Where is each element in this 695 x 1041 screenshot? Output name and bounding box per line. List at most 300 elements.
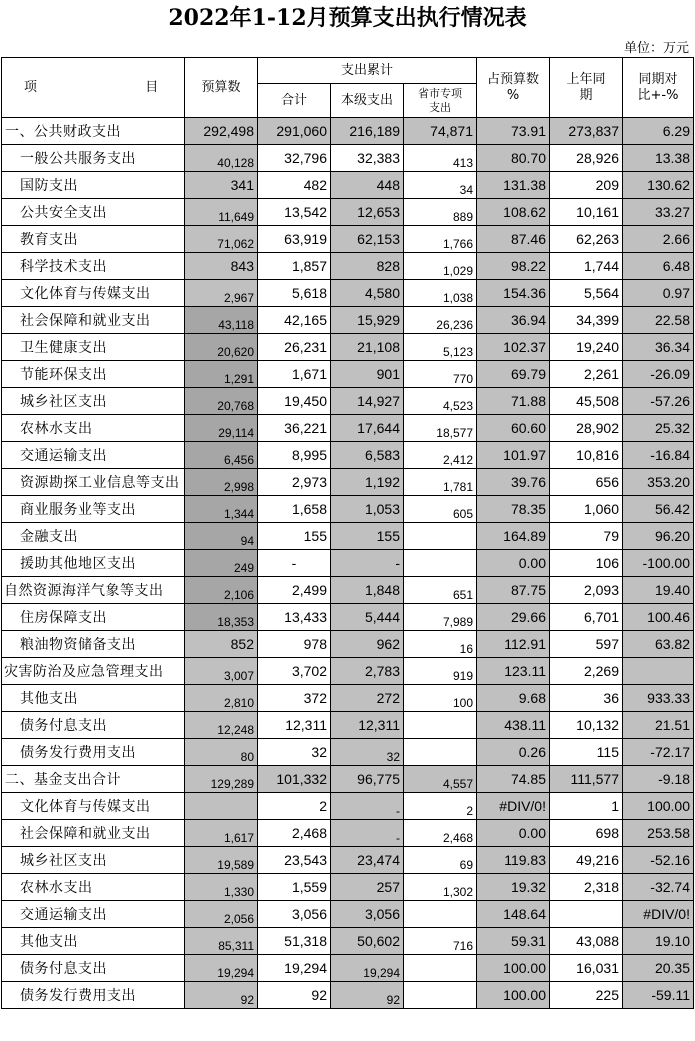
cell-prev: 34,399 [550, 307, 623, 334]
row-label: 科学技术支出 [2, 253, 185, 280]
cell-yoy: 19.10 [623, 928, 694, 955]
cell-local: - [331, 793, 404, 820]
cell-total: 32 [258, 739, 331, 766]
cell-budget: 2,967 [185, 280, 258, 307]
table-row [2, 280, 694, 307]
cell-total: 13,433 [258, 604, 331, 631]
cell-yoy: 100.46 [623, 604, 694, 631]
table-row [2, 550, 694, 577]
cell-pct: 87.75 [477, 577, 550, 604]
header-prev-a: 上年同 [566, 71, 606, 87]
cell-local: 92 [331, 982, 404, 1009]
row-label: 其他支出 [2, 685, 185, 712]
cell-yoy: 56.42 [623, 496, 694, 523]
cell-yoy: 20.35 [623, 955, 694, 982]
table-row [2, 172, 694, 199]
cell-local: 50,602 [331, 928, 404, 955]
cell-pct: 78.35 [477, 496, 550, 523]
cell-budget: 852 [185, 631, 258, 658]
table-row [2, 820, 694, 847]
cell-prev: 19,240 [550, 334, 623, 361]
table-row [2, 496, 694, 523]
row-label: 债务付息支出 [2, 955, 185, 982]
row-label: 教育支出 [2, 226, 185, 253]
cell-prev: 1,060 [550, 496, 623, 523]
table-row [2, 631, 694, 658]
cell-total: 372 [258, 685, 331, 712]
cell-local: 1,053 [331, 496, 404, 523]
cell-local: 23,474 [331, 847, 404, 874]
header-yoy [623, 58, 694, 118]
cell-budget: 1,344 [185, 496, 258, 523]
cell-local: 2,783 [331, 658, 404, 685]
cell-yoy: 19.40 [623, 577, 694, 604]
row-label: 资源勘探工业信息等支出 [2, 469, 185, 496]
cell-special: 5,123 [404, 334, 477, 361]
header-item-b: 目 [145, 79, 159, 95]
cell-budget: 1,291 [185, 361, 258, 388]
cell-pct: 19.32 [477, 874, 550, 901]
cell-yoy: 21.51 [623, 712, 694, 739]
cell-budget: 249 [185, 550, 258, 577]
cell-budget: 18,353 [185, 604, 258, 631]
cell-total: 92 [258, 982, 331, 1009]
cell-pct: 154.36 [477, 280, 550, 307]
cell-prev: 5,564 [550, 280, 623, 307]
cell-budget: 843 [185, 253, 258, 280]
cell-budget: 19,294 [185, 955, 258, 982]
cell-special: 7,989 [404, 604, 477, 631]
row-label: 农林水支出 [2, 874, 185, 901]
cell-pct: 73.91 [477, 118, 550, 145]
cell-special: 74,871 [404, 118, 477, 145]
cell-budget: 43,118 [185, 307, 258, 334]
cell-prev: 597 [550, 631, 623, 658]
cell-pct: 71.88 [477, 388, 550, 415]
header-cumulative: 支出累计 [258, 58, 477, 84]
row-label: 金融支出 [2, 523, 185, 550]
cell-yoy: -16.84 [623, 442, 694, 469]
header-special [404, 84, 477, 118]
cell-yoy: 253.58 [623, 820, 694, 847]
cell-pct: 9.68 [477, 685, 550, 712]
page-title: 2022年1-12月预算支出执行情况表 [168, 5, 527, 31]
cell-special [404, 712, 477, 739]
cell-budget: 3,007 [185, 658, 258, 685]
cell-budget: 2,810 [185, 685, 258, 712]
table-row [2, 415, 694, 442]
table-row [2, 955, 694, 982]
cell-yoy [623, 658, 694, 685]
table-row [2, 739, 694, 766]
cell-yoy: -26.09 [623, 361, 694, 388]
cell-pct: 74.85 [477, 766, 550, 793]
table-row [2, 874, 694, 901]
cell-budget [185, 793, 258, 820]
cell-total: 19,450 [258, 388, 331, 415]
cell-budget: 292,498 [185, 118, 258, 145]
cell-local: - [331, 820, 404, 847]
cell-total: 63,919 [258, 226, 331, 253]
cell-total: 3,056 [258, 901, 331, 928]
cell-total: 19,294 [258, 955, 331, 982]
row-label: 城乡社区支出 [2, 847, 185, 874]
cell-budget: 20,768 [185, 388, 258, 415]
table-row [2, 685, 694, 712]
cell-pct: 80.70 [477, 145, 550, 172]
cell-special: 69 [404, 847, 477, 874]
cell-pct: 148.64 [477, 901, 550, 928]
cell-pct: 0.00 [477, 550, 550, 577]
cell-prev: 16,031 [550, 955, 623, 982]
cell-prev: 2,318 [550, 874, 623, 901]
row-label: 债务发行费用支出 [2, 739, 185, 766]
cell-local: 5,444 [331, 604, 404, 631]
cell-local: 17,644 [331, 415, 404, 442]
cell-local: 216,189 [331, 118, 404, 145]
cell-yoy: 2.66 [623, 226, 694, 253]
cell-local: 21,108 [331, 334, 404, 361]
row-label: 粮油物资储备支出 [2, 631, 185, 658]
table-row [2, 793, 694, 820]
cell-budget: 2,106 [185, 577, 258, 604]
cell-special: 4,523 [404, 388, 477, 415]
cell-prev: 656 [550, 469, 623, 496]
cell-local: 12,311 [331, 712, 404, 739]
cell-total: 1,857 [258, 253, 331, 280]
cell-yoy: 36.34 [623, 334, 694, 361]
cell-special [404, 982, 477, 1009]
cell-local: 62,153 [331, 226, 404, 253]
cell-pct: 108.62 [477, 199, 550, 226]
cell-pct: 123.11 [477, 658, 550, 685]
cell-total: 26,231 [258, 334, 331, 361]
cell-special: 413 [404, 145, 477, 172]
cell-budget: 71,062 [185, 226, 258, 253]
cell-local: 1,848 [331, 577, 404, 604]
cell-pct: 119.83 [477, 847, 550, 874]
cell-local: 14,927 [331, 388, 404, 415]
cell-yoy: -59.11 [623, 982, 694, 1009]
cell-pct: 100.00 [477, 955, 550, 982]
cell-total: - [258, 550, 331, 577]
cell-special: 1,038 [404, 280, 477, 307]
cell-special [404, 955, 477, 982]
cell-local: 448 [331, 172, 404, 199]
cell-yoy: 6.29 [623, 118, 694, 145]
table-row [2, 928, 694, 955]
row-label: 文化体育与传媒支出 [2, 280, 185, 307]
row-label: 债务发行费用支出 [2, 982, 185, 1009]
cell-budget: 1,330 [185, 874, 258, 901]
header-budget: 预算数 [185, 58, 258, 118]
cell-total: 36,221 [258, 415, 331, 442]
cell-special: 919 [404, 658, 477, 685]
cell-total: 23,543 [258, 847, 331, 874]
cell-yoy: 22.58 [623, 307, 694, 334]
row-label: 二、基金支出合计 [2, 766, 185, 793]
cell-prev: 698 [550, 820, 623, 847]
cell-budget: 40,128 [185, 145, 258, 172]
table-row [2, 523, 694, 550]
cell-special: 4,557 [404, 766, 477, 793]
cell-special: 26,236 [404, 307, 477, 334]
row-label: 商业服务业等支出 [2, 496, 185, 523]
cell-special: 651 [404, 577, 477, 604]
cell-local: 155 [331, 523, 404, 550]
cell-prev: 43,088 [550, 928, 623, 955]
cell-prev: 106 [550, 550, 623, 577]
cell-special: 18,577 [404, 415, 477, 442]
cell-special: 716 [404, 928, 477, 955]
row-label: 文化体育与传媒支出 [2, 793, 185, 820]
cell-budget: 85,311 [185, 928, 258, 955]
cell-yoy: 0.97 [623, 280, 694, 307]
cell-yoy: 63.82 [623, 631, 694, 658]
table-row [2, 226, 694, 253]
table-row [2, 118, 694, 145]
table-row [2, 901, 694, 928]
cell-pct: 39.76 [477, 469, 550, 496]
cell-total: 2,499 [258, 577, 331, 604]
table-row [2, 982, 694, 1009]
row-label: 一、公共财政支出 [2, 118, 185, 145]
cell-pct: 0.26 [477, 739, 550, 766]
cell-pct: 102.37 [477, 334, 550, 361]
cell-special: 770 [404, 361, 477, 388]
cell-total: 32,796 [258, 145, 331, 172]
cell-special: 1,766 [404, 226, 477, 253]
row-label: 援助其他地区支出 [2, 550, 185, 577]
cell-special: 16 [404, 631, 477, 658]
cell-budget: 20,620 [185, 334, 258, 361]
cell-total: 291,060 [258, 118, 331, 145]
cell-prev: 36 [550, 685, 623, 712]
table-row [2, 469, 694, 496]
row-label: 国防支出 [2, 172, 185, 199]
cell-prev: 10,161 [550, 199, 623, 226]
row-label: 节能环保支出 [2, 361, 185, 388]
cell-prev: 45,508 [550, 388, 623, 415]
cell-special: 1,302 [404, 874, 477, 901]
cell-yoy: 13.38 [623, 145, 694, 172]
cell-prev: 28,926 [550, 145, 623, 172]
cell-pct: 0.00 [477, 820, 550, 847]
cell-special: 1,029 [404, 253, 477, 280]
table-row [2, 145, 694, 172]
header-special-a: 省市专项 [418, 86, 462, 100]
table-row [2, 712, 694, 739]
cell-pct: 60.60 [477, 415, 550, 442]
cell-budget: 341 [185, 172, 258, 199]
cell-budget: 11,649 [185, 199, 258, 226]
budget-table [1, 57, 694, 1009]
cell-yoy: -52.16 [623, 847, 694, 874]
cell-pct: 69.79 [477, 361, 550, 388]
cell-local: 962 [331, 631, 404, 658]
cell-prev: 49,216 [550, 847, 623, 874]
cell-yoy: #DIV/0! [623, 901, 694, 928]
table-row [2, 847, 694, 874]
cell-pct: 87.46 [477, 226, 550, 253]
cell-local: 15,929 [331, 307, 404, 334]
table-row [2, 388, 694, 415]
cell-pct: 131.38 [477, 172, 550, 199]
cell-budget: 129,289 [185, 766, 258, 793]
cell-yoy: 100.00 [623, 793, 694, 820]
cell-yoy: -72.17 [623, 739, 694, 766]
cell-yoy: 25.32 [623, 415, 694, 442]
cell-prev: 10,132 [550, 712, 623, 739]
cell-local: 32,383 [331, 145, 404, 172]
row-label: 社会保障和就业支出 [2, 307, 185, 334]
cell-total: 5,618 [258, 280, 331, 307]
cell-total: 2,973 [258, 469, 331, 496]
cell-budget: 1,617 [185, 820, 258, 847]
header-special-b: 支出 [429, 100, 451, 114]
cell-special [404, 523, 477, 550]
cell-prev: 1,744 [550, 253, 623, 280]
header-item [2, 58, 185, 118]
cell-local: 828 [331, 253, 404, 280]
cell-local: 96,775 [331, 766, 404, 793]
cell-total: 2 [258, 793, 331, 820]
cell-special: 1,781 [404, 469, 477, 496]
cell-prev: 10,816 [550, 442, 623, 469]
row-label: 一般公共服务支出 [2, 145, 185, 172]
unit-label: 单位：万元 [623, 41, 689, 56]
cell-local: 1,192 [331, 469, 404, 496]
cell-yoy: 33.27 [623, 199, 694, 226]
table-row [2, 199, 694, 226]
cell-pct: 98.22 [477, 253, 550, 280]
cell-local: 3,056 [331, 901, 404, 928]
row-label: 公共安全支出 [2, 199, 185, 226]
cell-pct: #DIV/0! [477, 793, 550, 820]
table-row [2, 658, 694, 685]
cell-budget: 2,998 [185, 469, 258, 496]
cell-total: 13,542 [258, 199, 331, 226]
row-label: 灾害防治及应急管理支出 [2, 658, 185, 685]
cell-prev: 111,577 [550, 766, 623, 793]
cell-budget: 29,114 [185, 415, 258, 442]
cell-yoy: -9.18 [623, 766, 694, 793]
table-row [2, 253, 694, 280]
cell-yoy: -100.00 [623, 550, 694, 577]
table-row [2, 577, 694, 604]
cell-yoy: 6.48 [623, 253, 694, 280]
cell-yoy: 96.20 [623, 523, 694, 550]
header-prev [550, 58, 623, 118]
row-label: 交通运输支出 [2, 442, 185, 469]
cell-special: 2,412 [404, 442, 477, 469]
cell-pct: 101.97 [477, 442, 550, 469]
cell-pct: 438.11 [477, 712, 550, 739]
cell-pct: 36.94 [477, 307, 550, 334]
cell-yoy: -32.74 [623, 874, 694, 901]
cell-special: 889 [404, 199, 477, 226]
cell-prev: 1 [550, 793, 623, 820]
cell-prev: 62,263 [550, 226, 623, 253]
cell-special: 2 [404, 793, 477, 820]
table-row [2, 442, 694, 469]
cell-prev: 79 [550, 523, 623, 550]
cell-prev: 273,837 [550, 118, 623, 145]
cell-total: 155 [258, 523, 331, 550]
header-pct-a: 占预算数 [486, 71, 539, 87]
cell-total: 12,311 [258, 712, 331, 739]
cell-yoy: 933.33 [623, 685, 694, 712]
table-row [2, 604, 694, 631]
cell-total: 42,165 [258, 307, 331, 334]
header-prev-b: 期 [579, 87, 593, 103]
row-label: 住房保障支出 [2, 604, 185, 631]
table-row [2, 334, 694, 361]
cell-prev: 2,269 [550, 658, 623, 685]
cell-total: 8,995 [258, 442, 331, 469]
cell-prev: 225 [550, 982, 623, 1009]
cell-budget: 94 [185, 523, 258, 550]
cell-special: 100 [404, 685, 477, 712]
cell-total: 2,468 [258, 820, 331, 847]
cell-total: 1,559 [258, 874, 331, 901]
row-label: 债务付息支出 [2, 712, 185, 739]
cell-prev: 2,093 [550, 577, 623, 604]
cell-special: 605 [404, 496, 477, 523]
cell-total: 51,318 [258, 928, 331, 955]
header-pct [477, 58, 550, 118]
cell-budget: 80 [185, 739, 258, 766]
cell-local: 257 [331, 874, 404, 901]
cell-yoy: 130.62 [623, 172, 694, 199]
cell-budget: 6,456 [185, 442, 258, 469]
cell-pct: 112.91 [477, 631, 550, 658]
cell-prev: 115 [550, 739, 623, 766]
cell-pct: 59.31 [477, 928, 550, 955]
header-local: 本级支出 [331, 84, 404, 118]
cell-total: 101,332 [258, 766, 331, 793]
row-label: 农林水支出 [2, 415, 185, 442]
row-label: 社会保障和就业支出 [2, 820, 185, 847]
cell-budget: 19,589 [185, 847, 258, 874]
cell-pct: 29.66 [477, 604, 550, 631]
table-row [2, 766, 694, 793]
cell-yoy: -57.26 [623, 388, 694, 415]
table-row [2, 361, 694, 388]
cell-local: 272 [331, 685, 404, 712]
cell-special [404, 739, 477, 766]
row-label: 城乡社区支出 [2, 388, 185, 415]
cell-prev: 6,701 [550, 604, 623, 631]
cell-local: 32 [331, 739, 404, 766]
header-item-a: 项 [24, 79, 38, 95]
cell-total: 978 [258, 631, 331, 658]
cell-local: 6,583 [331, 442, 404, 469]
cell-total: 1,671 [258, 361, 331, 388]
cell-budget: 92 [185, 982, 258, 1009]
cell-local: 901 [331, 361, 404, 388]
header-yoy-a: 同期对 [638, 71, 678, 87]
cell-total: 482 [258, 172, 331, 199]
cell-local: 4,580 [331, 280, 404, 307]
cell-special: 2,468 [404, 820, 477, 847]
cell-local: 19,294 [331, 955, 404, 982]
row-label: 卫生健康支出 [2, 334, 185, 361]
cell-local: 12,653 [331, 199, 404, 226]
row-label: 交通运输支出 [2, 901, 185, 928]
cell-pct: 164.89 [477, 523, 550, 550]
cell-local: - [331, 550, 404, 577]
